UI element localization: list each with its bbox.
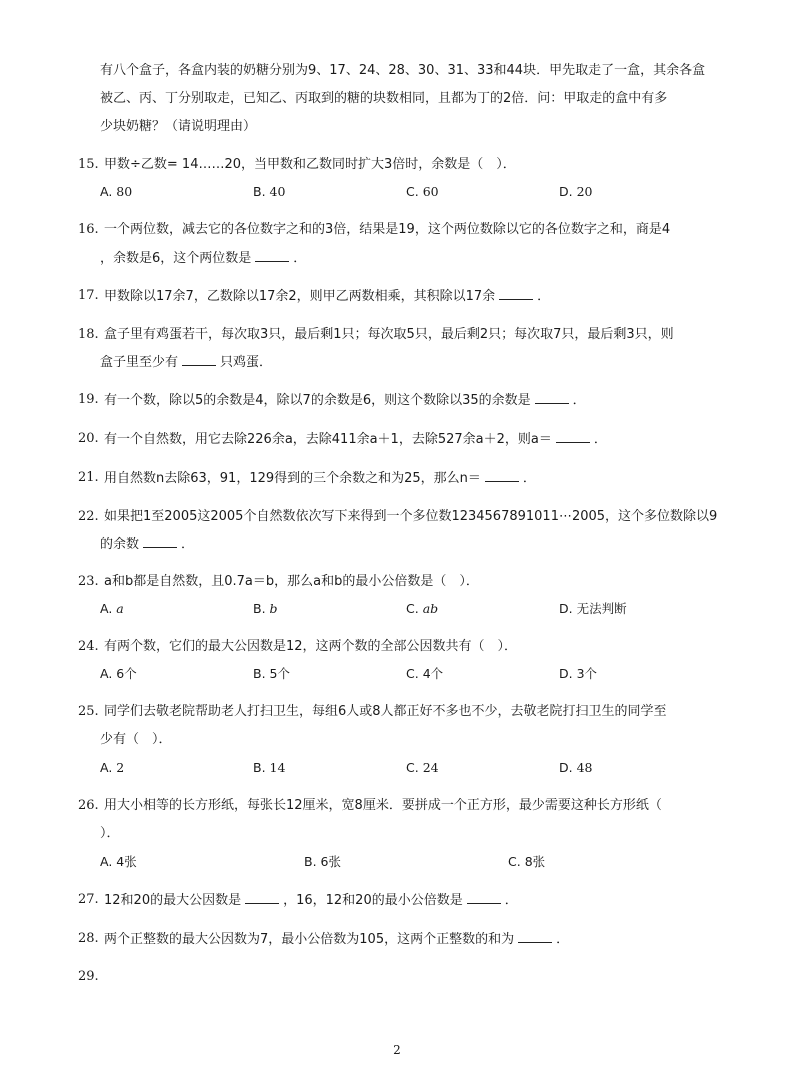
question-24-option-c[interactable]: C. 4个 [406, 666, 444, 681]
question-22-text: 如果把1至2005这2005个自然数依次写下来得到一个多位数1234567891011⋯2005，这个多位数除以9 [104, 509, 718, 524]
question-number-17: 17. [78, 288, 99, 303]
question-26-text-2: ）． [100, 826, 120, 841]
intro-line-3: 少块奶糖？（请说明理由） [100, 119, 257, 134]
answer-blank[interactable] [467, 891, 501, 904]
intro-line-2: 被乙、丙、丁分别取走，已知乙、丙取到的糖的块数相同，且都为丁的2倍．问：甲取走的盒中有多 [100, 91, 668, 106]
answer-blank[interactable] [499, 287, 533, 300]
question-16-text-2: ，余数是6，这个两位数是 ． [100, 251, 307, 266]
question-number-18: 18. [78, 327, 99, 342]
question-26-text: 用大小相等的长方形纸，每张长12厘米，宽8厘米．要拼成一个正方形，最少需要这种长方形纸（ [104, 798, 662, 813]
question-28-text: 两个正整数的最大公因数为7，最小公倍数为105，这两个正整数的和为 ． [104, 932, 570, 947]
question-15-option-b[interactable]: B. 40 [253, 184, 286, 199]
question-18-text: 盒子里有鸡蛋若干，每次取3只，最后剩1只；每次取5只，最后剩2只；每次取7只，最后剩3只，则 [104, 327, 674, 342]
question-20-text: 有一个自然数，用它去除226余a，去除411余a＋1，去除527余a＋2，则a＝ ． [104, 432, 607, 447]
question-23-option-b[interactable]: B. b [253, 601, 278, 616]
answer-blank[interactable] [255, 249, 289, 262]
question-23-option-a[interactable]: A. a [100, 601, 124, 616]
question-number-24: 24. [78, 639, 99, 654]
question-23-option-d[interactable]: D. 无法判断 [559, 601, 627, 616]
question-number-21: 21. [78, 470, 99, 485]
page-number: 2 [393, 1043, 401, 1057]
question-26-option-a[interactable]: A. 4张 [100, 854, 137, 869]
question-number-27: 27. [78, 892, 99, 907]
question-22-text-2: 的余数 ． [100, 537, 195, 552]
question-number-15: 15. [78, 157, 99, 172]
question-number-20: 20. [78, 431, 99, 446]
question-25-option-b[interactable]: B. 14 [253, 760, 286, 775]
question-18-text-2: 盒子里至少有 只鸡蛋． [100, 355, 273, 370]
question-24-option-d[interactable]: D. 3个 [559, 666, 598, 681]
question-24-text: 有两个数，它们的最大公因数是12，这两个数的全部公因数共有（ ）． [104, 639, 518, 654]
answer-blank[interactable] [182, 353, 216, 366]
question-number-23: 23. [78, 574, 99, 589]
answer-blank[interactable] [556, 430, 590, 443]
question-25-option-d[interactable]: D. 48 [559, 760, 593, 775]
question-15-option-a[interactable]: A. 80 [100, 184, 133, 199]
question-number-29: 29. [78, 969, 99, 984]
answer-blank[interactable] [535, 391, 569, 404]
question-23-text: a和b都是自然数，且0.7a＝b，那么a和b的最小公倍数是（ ）． [104, 574, 479, 589]
question-number-16: 16. [78, 222, 99, 237]
question-25-text: 同学们去敬老院帮助老人打扫卫生，每组6人或8人都正好不多也不少，去敬老院打扫卫生的同学至 [104, 704, 667, 719]
answer-blank[interactable] [485, 469, 519, 482]
question-25-option-a[interactable]: A. 2 [100, 760, 125, 775]
question-24-option-a[interactable]: A. 6个 [100, 666, 137, 681]
question-number-26: 26. [78, 798, 99, 813]
question-number-19: 19. [78, 392, 99, 407]
intro-line-1: 有八个盒子，各盒内装的奶糖分别为9、17、24、28、30、31、33和44块．甲先取走了一盒，其余各盒 [100, 63, 706, 78]
question-25-text-2: 少有（ ）． [100, 732, 172, 747]
question-25-option-c[interactable]: C. 24 [406, 760, 439, 775]
question-17-text: 甲数除以17余7，乙数除以17余2，则甲乙两数相乘，其积除以17余 ． [104, 289, 551, 304]
question-23-option-c[interactable]: C. ab [406, 601, 439, 616]
question-27-text: 12和20的最大公因数是 ，16，12和20的最小公倍数是 ． [104, 893, 518, 908]
question-19-text: 有一个数，除以5的余数是4，除以7的余数是6，则这个数除以35的余数是 ． [104, 393, 586, 408]
question-26-option-b[interactable]: B. 6张 [304, 854, 341, 869]
question-24-option-b[interactable]: B. 5个 [253, 666, 290, 681]
question-number-25: 25. [78, 704, 99, 719]
question-21-text: 用自然数n去除63，91，129得到的三个余数之和为25，那么n＝ ． [104, 471, 536, 486]
question-15-text: 甲数÷乙数= 14……20，当甲数和乙数同时扩大3倍时，余数是（ ）． [104, 157, 516, 172]
answer-blank[interactable] [518, 930, 552, 943]
question-26-option-c[interactable]: C. 8张 [508, 854, 546, 869]
answer-blank[interactable] [143, 535, 177, 548]
answer-blank[interactable] [245, 891, 279, 904]
question-15-option-c[interactable]: C. 60 [406, 184, 439, 199]
question-16-text: 一个两位数，减去它的各位数字之和的3倍，结果是19，这个两位数除以它的各位数字之和，商是4 [104, 222, 671, 237]
question-number-22: 22. [78, 509, 99, 524]
question-15-option-d[interactable]: D. 20 [559, 184, 593, 199]
question-number-28: 28. [78, 931, 99, 946]
